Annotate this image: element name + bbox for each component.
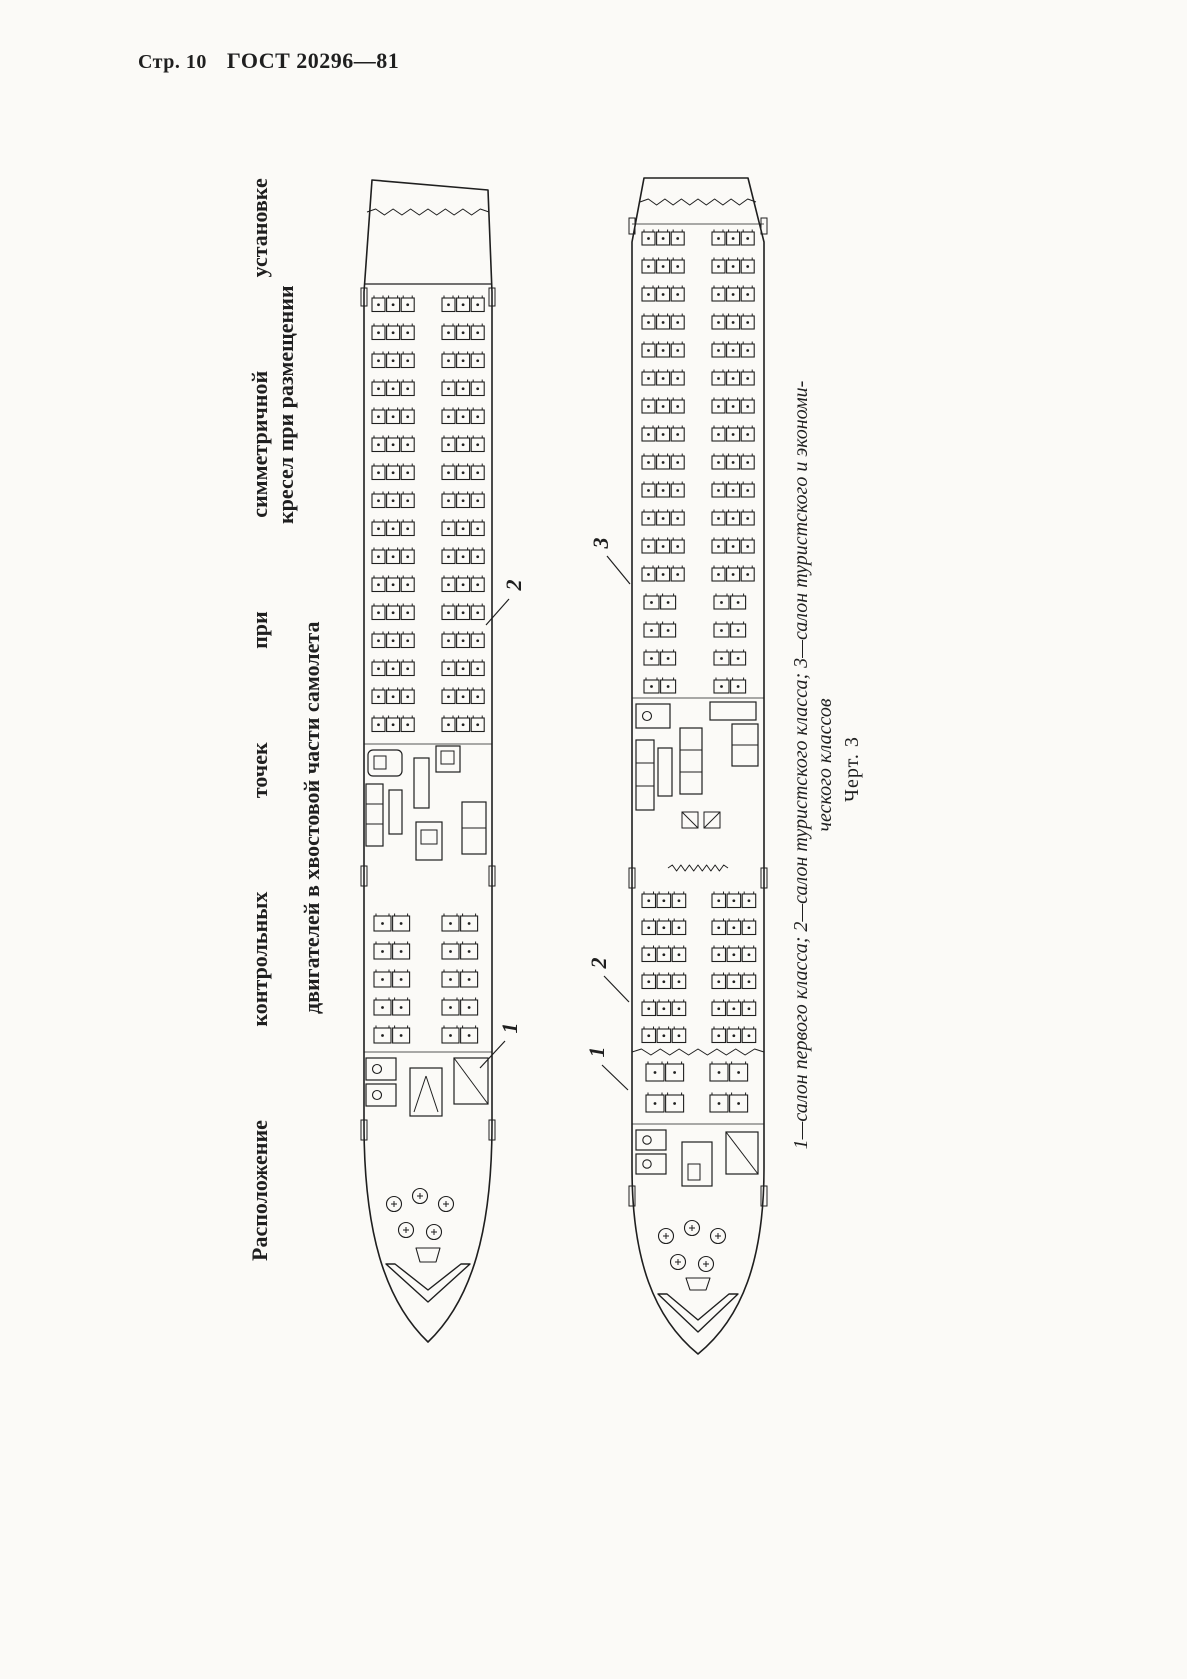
tourist-cabin-seats: [642, 892, 756, 1043]
callout-leader-lines: [480, 556, 630, 1090]
aircraft-right-layout: [629, 178, 767, 1354]
tourist-cabin-seats: [372, 296, 484, 732]
callout-left-tourist: 2: [501, 579, 526, 591]
first-class-seats: [646, 1062, 748, 1113]
figure-title-line3: двигателей в хвостовой части самолета: [299, 621, 324, 1014]
legend-line2: ческого классов: [814, 698, 836, 832]
first-class-seats: [374, 914, 478, 1044]
economy-rear-pair-seats: [644, 594, 746, 694]
figure-title-line1: Расположение контрольных точек при симметричной установке: [247, 178, 272, 1261]
standard-number: ГОСТ 20296—81: [226, 48, 400, 73]
callout-left-first-class: 1: [497, 1022, 522, 1034]
aircraft-left-layout: [361, 180, 495, 1342]
callout-right-tourist: 2: [586, 957, 611, 969]
figure-number: Черт. 3: [841, 736, 863, 802]
economy-cabin-seats: [642, 230, 754, 582]
page-number-label: Стр. 10: [138, 51, 207, 73]
callout-right-first-class: 1: [584, 1046, 609, 1058]
legend-line1: 1—салон первого класса; 2—салон туристского класса; 3—салон туристского и экономи-: [790, 380, 812, 1150]
figure-title-line2: кресел при размещении: [273, 285, 298, 524]
callout-right-economy: 3: [588, 537, 613, 549]
figure-legend: [789, 335, 837, 1195]
